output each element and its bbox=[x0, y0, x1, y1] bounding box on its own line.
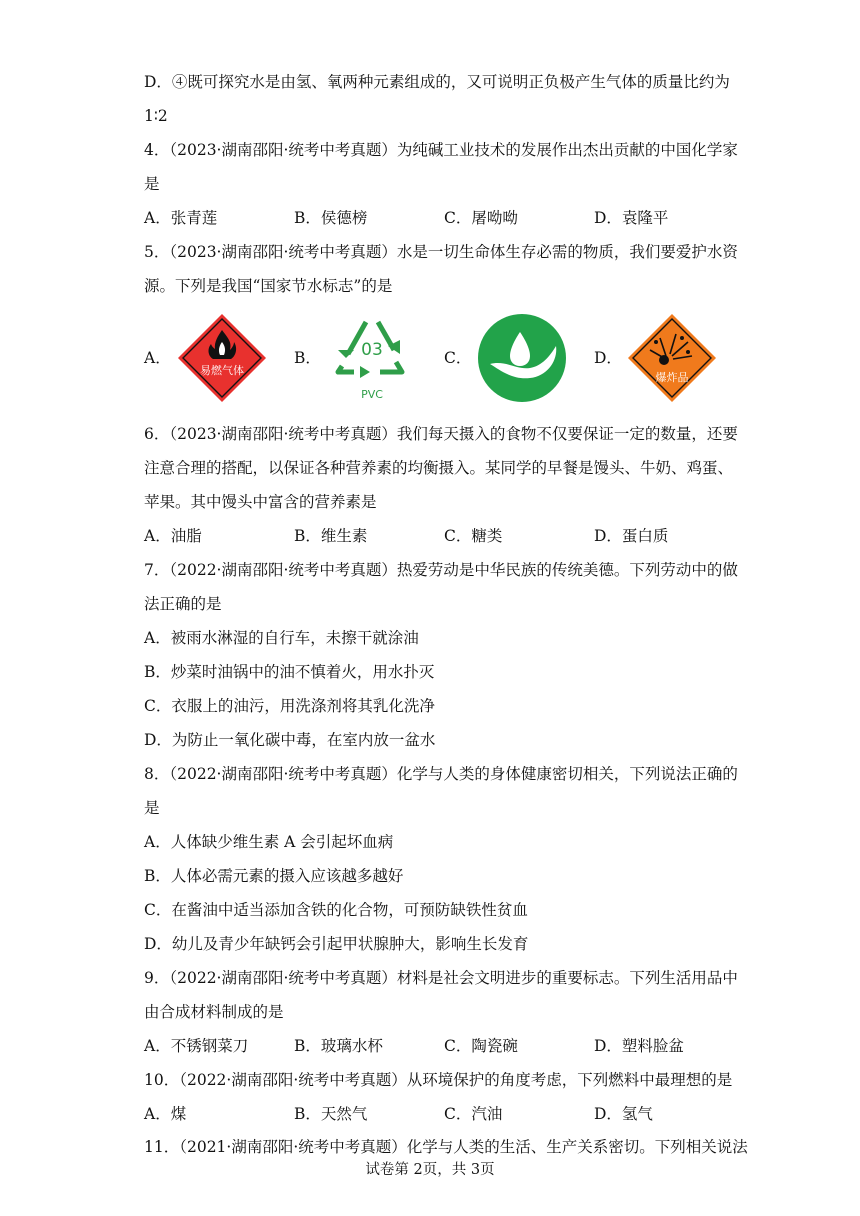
q3-option-d-cont: 1∶2 bbox=[144, 107, 168, 125]
q9-option-c[interactable]: C．陶瓷碗 bbox=[444, 1037, 518, 1055]
q6-stem: 6．（2023·湖南邵阳·统考中考真题）我们每天摄入的食物不仅要保证一定的数量，还要 bbox=[144, 425, 738, 443]
q4-option-c[interactable]: C．屠呦呦 bbox=[444, 209, 518, 227]
q7-option-d[interactable]: D．为防止一氧化碳中毒，在室内放一盆水 bbox=[144, 731, 436, 749]
q4-option-b[interactable]: B．侯德榜 bbox=[294, 209, 368, 227]
recycle-code: PVC bbox=[361, 388, 383, 401]
q8-stem-cont: 是 bbox=[144, 799, 160, 817]
q6-option-a[interactable]: A．油脂 bbox=[144, 527, 202, 545]
q10-option-c[interactable]: C．汽油 bbox=[444, 1105, 503, 1123]
q7-option-a[interactable]: A．被雨水淋湿的自行车，未擦干就涂油 bbox=[144, 629, 419, 647]
q9-stem-cont: 由合成材料制成的是 bbox=[144, 1003, 284, 1021]
q3-option-d: D．④既可探究水是由氢、氧两种元素组成的，又可说明正负极产生气体的质量比约为 bbox=[144, 73, 730, 91]
q9-option-a[interactable]: A．不锈钢菜刀 bbox=[144, 1037, 249, 1055]
q4-option-d[interactable]: D．袁隆平 bbox=[594, 209, 669, 227]
q9-stem: 9．（2022·湖南邵阳·统考中考真题）材料是社会文明进步的重要标志。下列生活用品中 bbox=[144, 969, 738, 987]
q8-option-c[interactable]: C．在酱油中适当添加含铁的化合物，可预防缺铁性贫血 bbox=[144, 901, 528, 919]
q5-option-b[interactable] bbox=[294, 312, 424, 404]
q9-options bbox=[144, 1036, 724, 1056]
q8-option-a[interactable]: A．人体缺少维生素 A 会引起坏血病 bbox=[144, 833, 394, 851]
option-letter: C． bbox=[444, 349, 472, 367]
water-saving-sign-icon bbox=[476, 312, 568, 404]
q5-sign-options bbox=[144, 312, 724, 404]
q4-option-a[interactable]: A．张青莲 bbox=[144, 209, 218, 227]
q6-stem-cont: 注意合理的搭配，以保证各种营养素的均衡摄入。某同学的早餐是馒头、牛奶、鸡蛋、 bbox=[144, 459, 734, 477]
explosive-text: 爆炸品 bbox=[655, 371, 689, 384]
option-letter: A． bbox=[144, 349, 171, 367]
q4-options bbox=[144, 208, 724, 228]
q5-option-c[interactable] bbox=[444, 312, 574, 404]
q6-option-b[interactable]: B．维生素 bbox=[294, 527, 368, 545]
q9-option-d[interactable]: D．塑料脸盆 bbox=[594, 1037, 684, 1055]
q10-options bbox=[144, 1104, 724, 1124]
q6-options bbox=[144, 526, 724, 546]
q5-stem-cont: 源。下列是我国“国家节水标志”的是 bbox=[144, 277, 393, 295]
q7-stem: 7．（2022·湖南邵阳·统考中考真题）热爱劳动是中华民族的传统美德。下列劳动中的做 bbox=[144, 561, 738, 579]
q10-option-d[interactable]: D．氢气 bbox=[594, 1105, 653, 1123]
q10-stem: 10．（2022·湖南邵阳·统考中考真题）从环境保护的角度考虑，下列燃料中最理想的是 bbox=[144, 1071, 733, 1089]
q6-stem-cont2: 苹果。其中馒头中富含的营养素是 bbox=[144, 493, 377, 511]
flammable-gas-sign-icon bbox=[176, 312, 268, 404]
q6-option-c[interactable]: C．糖类 bbox=[444, 527, 503, 545]
recycle-pvc-icon bbox=[326, 312, 418, 404]
flammable-gas-text: 易燃气体 bbox=[200, 364, 244, 377]
q8-option-b[interactable]: B．人体必需元素的摄入应该越多越好 bbox=[144, 867, 404, 885]
option-letter: D． bbox=[594, 349, 622, 367]
explosive-sign-icon bbox=[626, 312, 718, 404]
q7-option-c[interactable]: C．衣服上的油污，用洗涤剂将其乳化洗净 bbox=[144, 697, 435, 715]
q6-option-d[interactable]: D．蛋白质 bbox=[594, 527, 669, 545]
q5-option-d[interactable] bbox=[594, 312, 724, 404]
q9-option-b[interactable]: B．玻璃水杯 bbox=[294, 1037, 383, 1055]
q8-stem: 8．（2022·湖南邵阳·统考中考真题）化学与人类的身体健康密切相关，下列说法正确的 bbox=[144, 765, 738, 783]
q8-option-d[interactable]: D．幼儿及青少年缺钙会引起甲状腺肿大，影响生长发育 bbox=[144, 935, 529, 953]
q10-option-b[interactable]: B．天然气 bbox=[294, 1105, 368, 1123]
q4-stem: 4．（2023·湖南邵阳·统考中考真题）为纯碱工业技术的发展作出杰出贡献的中国化学家 bbox=[144, 141, 738, 159]
q5-option-a[interactable] bbox=[144, 312, 274, 404]
q11-stem: 11．（2021·湖南邵阳·统考中考真题）化学与人类的生活、生产关系密切。下列相关说法 bbox=[144, 1138, 748, 1156]
q7-option-b[interactable]: B．炒菜时油锅中的油不慎着火，用水扑灭 bbox=[144, 663, 435, 681]
page-footer: 试卷第 2页，共 3页 bbox=[365, 1162, 495, 1178]
recycle-number: 03 bbox=[361, 340, 383, 360]
q10-option-a[interactable]: A．煤 bbox=[144, 1105, 187, 1123]
q7-stem-cont: 法正确的是 bbox=[144, 595, 222, 613]
q4-stem-cont: 是 bbox=[144, 175, 160, 193]
q5-stem: 5．（2023·湖南邵阳·统考中考真题）水是一切生命体生存必需的物质，我们要爱护水资 bbox=[144, 243, 738, 261]
option-letter: B． bbox=[294, 349, 321, 367]
